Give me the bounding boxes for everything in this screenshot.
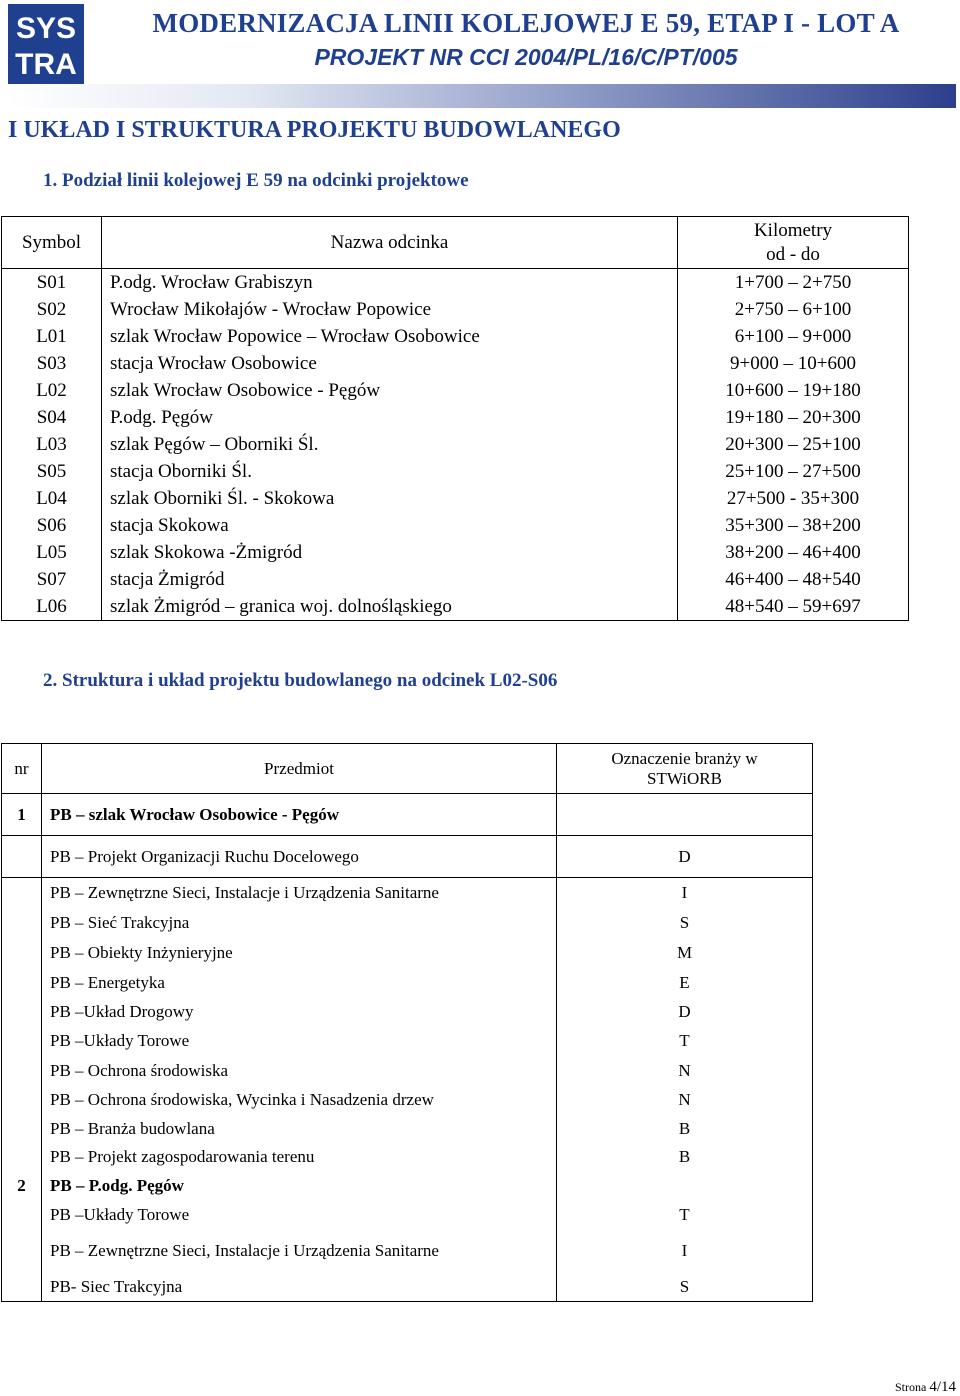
structure-branch [557,794,813,836]
structure-branch: I [557,1229,813,1274]
section-symbol: S02 [2,296,102,323]
structure-nr [2,1229,42,1274]
structure-nr: 1 [2,794,42,836]
structure-branch: I [557,878,813,908]
structure-branch: B [557,1143,813,1172]
section-symbol: S05 [2,458,102,485]
section-row [2,269,909,297]
structure-subject: PB – szlak Wrocław Osobowice - Pęgów [42,794,557,836]
section-symbol: S04 [2,404,102,431]
structure-subject: PB – Energetyka [42,969,557,998]
section-symbol: L06 [2,593,102,621]
section-name: stacja Żmigród [102,566,678,593]
structure-row [2,836,813,878]
page-footer [895,1379,956,1396]
section-name: szlak Żmigród – granica woj. dolnośląskiego [102,593,678,621]
section-row [2,458,909,485]
col-name-header: Nazwa odcinka [102,217,678,269]
section-symbol: S01 [2,269,102,297]
structure-branch: N [557,1086,813,1115]
logo-text-top: SYS [15,12,77,45]
col-branch-header [557,744,813,794]
section-name: stacja Wrocław Osobowice [102,350,678,377]
section-km: 35+300 – 38+200 [678,512,909,539]
section-km: 2+750 – 6+100 [678,296,909,323]
structure-row [2,998,813,1027]
structure-subject: PB –Układy Torowe [42,1027,557,1056]
section-name: szlak Oborniki Śl. - Skokowa [102,485,678,512]
structure-nr [2,1201,42,1229]
systra-logo [8,4,84,84]
section-name: szlak Wrocław Osobowice - Pęgów [102,377,678,404]
section-name: szlak Skokowa -Żmigród [102,539,678,566]
section-row [2,431,909,458]
structure-subject: PB – Ochrona środowiska [42,1056,557,1086]
structure-subject: PB – Ochrona środowiska, Wycinka i Nasadzenia drzew [42,1086,557,1115]
section-km: 25+100 – 27+500 [678,458,909,485]
section-symbol: L04 [2,485,102,512]
structure-nr: 2 [2,1172,42,1201]
section-row [2,350,909,377]
section-km: 9+000 – 10+600 [678,350,909,377]
section-name: stacja Oborniki Śl. [102,458,678,485]
structure-row [2,1086,813,1115]
section-km: 10+600 – 19+180 [678,377,909,404]
structure-nr [2,998,42,1027]
structure-branch: S [557,1274,813,1302]
structure-row [2,1229,813,1274]
structure-row [2,1143,813,1172]
structure-row [2,1201,813,1229]
section-name: P.odg. Pęgów [102,404,678,431]
sections-table [1,216,909,621]
col-nr-header: nr [2,744,42,794]
col-symbol-header: Symbol [2,217,102,269]
structure-nr [2,878,42,908]
section1-title: 1. Podział linii kolejowej E 59 na odcinki projektowe [43,170,469,191]
structure-subject: PB – P.odg. Pęgów [42,1172,557,1201]
document-header-title: MODERNIZACJA LINII KOLEJOWEJ E 59, ETAP I - LOT A [152,8,900,38]
structure-branch: T [557,1027,813,1056]
structure-subject: PB – Zewnętrzne Sieci, Instalacje i Urządzenia Sanitarne [42,1229,557,1274]
footer-page-number: 4/14 [929,1379,956,1395]
structure-branch: E [557,969,813,998]
section-km: 6+100 – 9+000 [678,323,909,350]
structure-subject: PB –Układ Drogowy [42,998,557,1027]
structure-nr [2,1027,42,1056]
section-km: 38+200 – 46+400 [678,539,909,566]
col-subject-header: Przedmiot [42,744,557,794]
section-symbol: S07 [2,566,102,593]
section-row [2,296,909,323]
col-km-header-line1: Kilometry [753,219,833,241]
structure-branch: D [557,998,813,1027]
section-symbol: L03 [2,431,102,458]
structure-branch: M [557,938,813,969]
logo-graphic [8,4,84,84]
structure-nr [2,1115,42,1143]
sections-table-header [2,217,909,269]
col-km-header-line2: od - do [766,243,820,265]
structure-row [2,1274,813,1302]
structure-row [2,969,813,998]
main-heading: I UKŁAD I STRUKTURA PROJEKTU BUDOWLANEGO [8,117,621,143]
col-km-header [678,217,909,269]
section-row [2,404,909,431]
structure-row [2,938,813,969]
structure-nr [2,1056,42,1086]
structure-row [2,1056,813,1086]
section-km: 1+700 – 2+750 [678,269,909,297]
structure-table-header [2,744,813,794]
logo-text-bottom: TRA [15,48,77,81]
section-name: Wrocław Mikołajów - Wrocław Popowice [102,296,678,323]
structure-branch: T [557,1201,813,1229]
structure-branch [557,1172,813,1201]
structure-nr [2,938,42,969]
section-km: 19+180 – 20+300 [678,404,909,431]
structure-row [2,1115,813,1143]
structure-row [2,794,813,836]
section-row [2,485,909,512]
section-symbol: L05 [2,539,102,566]
structure-row [2,1027,813,1056]
section-row [2,593,909,621]
structure-row [2,908,813,938]
structure-subject: PB –Układy Torowe [42,1201,557,1229]
col-branch-header-line1: Oznaczenie branży w [611,748,758,768]
section-km: 46+400 – 48+540 [678,566,909,593]
structure-nr [2,836,42,878]
section-name: szlak Pęgów – Oborniki Śl. [102,431,678,458]
structure-branch: B [557,1115,813,1143]
section-row [2,323,909,350]
section-row [2,512,909,539]
header-gradient-bar [8,84,956,108]
col-branch-header-line2: STWiORB [647,768,722,788]
structure-nr [2,908,42,938]
section-km: 27+500 - 35+300 [678,485,909,512]
structure-subject: PB – Sieć Trakcyjna [42,908,557,938]
section-name: szlak Wrocław Popowice – Wrocław Osobowice [102,323,678,350]
section-km: 48+540 – 59+697 [678,593,909,621]
section-name: P.odg. Wrocław Grabiszyn [102,269,678,297]
structure-subject: PB – Zewnętrzne Sieci, Instalacje i Urządzenia Sanitarne [42,878,557,908]
section2-title: 2. Struktura i układ projektu budowlanego na odcinek L02-S06 [43,670,558,691]
section-name: stacja Skokowa [102,512,678,539]
document-header-subtitle: PROJEKT NR CCI 2004/PL/16/C/PT/005 [314,44,738,70]
footer-label: Strona [894,1380,927,1394]
structure-subject: PB – Projekt Organizacji Ruchu Docelowego [42,836,557,878]
structure-subject: PB – Obiekty Inżynieryjne [42,938,557,969]
section-symbol: L01 [2,323,102,350]
structure-branch: D [557,836,813,878]
section-km: 20+300 – 25+100 [678,431,909,458]
structure-subject: PB – Projekt zagospodarowania terenu [42,1143,557,1172]
structure-nr [2,969,42,998]
structure-subject: PB – Branża budowlana [42,1115,557,1143]
section-row [2,539,909,566]
structure-row [2,1172,813,1201]
structure-subject: PB- Siec Trakcyjna [42,1274,557,1302]
structure-nr [2,1143,42,1172]
section-symbol: S03 [2,350,102,377]
structure-row [2,878,813,908]
structure-table [1,743,813,1302]
section-row [2,377,909,404]
structure-branch: S [557,908,813,938]
structure-nr [2,1274,42,1302]
section-row [2,566,909,593]
structure-branch: N [557,1056,813,1086]
section-symbol: L02 [2,377,102,404]
structure-nr [2,1086,42,1115]
section-symbol: S06 [2,512,102,539]
